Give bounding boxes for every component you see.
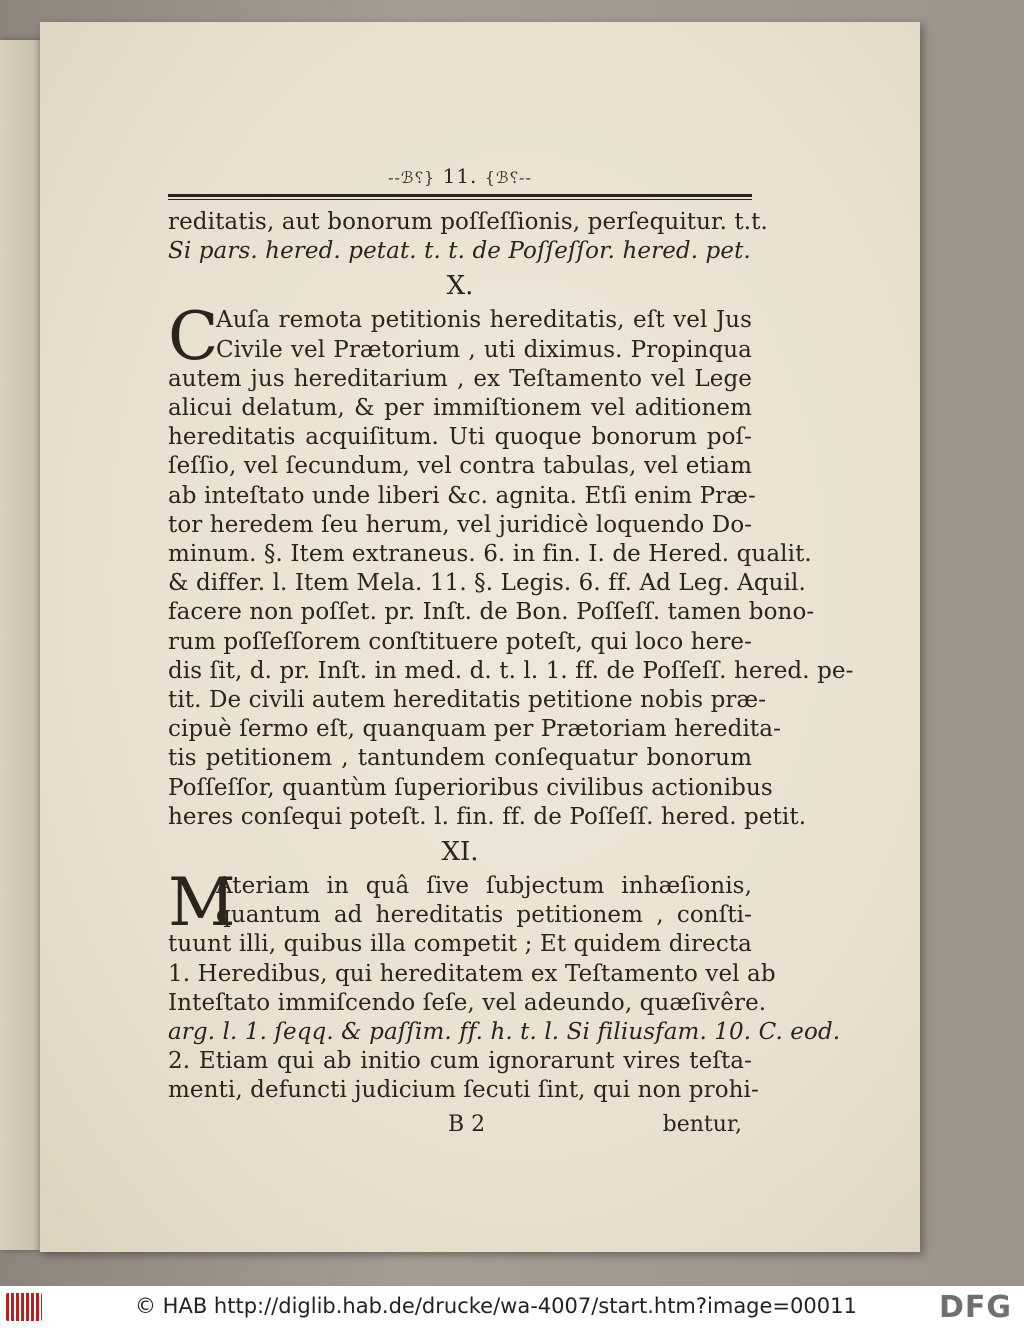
book-page <box>40 22 920 1252</box>
text-line: ab inteſtato unde liberi &c. agnita. Etſi enim Præ- <box>168 482 756 509</box>
text-line: ſeſſio, vel ſecundum, vel contra tabulas, vel etiam <box>168 453 752 480</box>
drop-cap: M <box>168 864 236 942</box>
catchword: bentur, <box>662 1111 742 1137</box>
text-line: heres conſequi poteſt. l. fin. ff. de Poſſeſſ. hered. petit. <box>168 803 807 830</box>
text-line: reditatis, aut bonorum poſſeſſionis, perſequitur. t.t. <box>168 209 768 235</box>
text-line: alicui delatum, & per immiſtionem vel aditionem <box>168 395 752 422</box>
section-title-x: X. <box>446 271 474 302</box>
text-line: tit. De civili autem hereditatis petitione nobis præ- <box>168 687 767 714</box>
text-line: autem jus hereditarium , ex Teſtamento vel Lege <box>168 365 752 392</box>
text-line: facere non poſſet. pr. Inſt. de Bon. Poſſeſſ. tamen bono- <box>168 599 815 626</box>
page-number: 11. <box>442 164 478 188</box>
section-xi-paragraph <box>168 864 841 1106</box>
text-line: quantum ad hereditatis petitionem , conſti- <box>216 902 752 929</box>
header-ornament-right: {ℬ⸮-- <box>484 168 532 187</box>
dfg-logo: DFG <box>938 1290 1012 1325</box>
header-rule <box>168 194 752 200</box>
text-line: Ateriam in quâ ſive ſubjectum inhæſionis, <box>216 873 752 900</box>
text-line: hereditatis acquiſitum. Uti quoque bonorum poſ- <box>168 424 752 451</box>
text-line: 1. Heredibus, qui hereditatem ex Teſtamento vel ab <box>168 960 776 987</box>
text-line: tuunt illi, quibus illa competit ; Et quidem directa <box>168 931 752 958</box>
signature-mark: B 2 <box>448 1111 486 1137</box>
credit-bar <box>0 1286 1024 1328</box>
text-line: Civile vel Prætorium , uti diximus. Propinqua <box>216 336 752 363</box>
section-x-paragraph <box>168 298 854 832</box>
page-footer <box>168 1110 752 1140</box>
section-title-xi: XI. <box>441 837 479 868</box>
text-line: menti, defuncti judicium ſecuti ſint, qui non prohi- <box>168 1077 759 1104</box>
text-line: tor heredem ſeu herum, vel juridicè loquendo Do- <box>168 511 753 538</box>
text-line: & differ. l. Item Mela. 11. §. Legis. 6. ff. Ad Leg. Aquil. <box>168 570 806 597</box>
text-line: 2. Etiam qui ab initio cum ignorarunt vires teſta- <box>168 1048 752 1075</box>
running-header <box>168 162 752 190</box>
text-line: rum poſſeſſorem conſtituere poteſt, qui loco here- <box>168 628 753 655</box>
text-line: Inteſtato immiſcendo ſeſe, vel adeundo, quæſivêre. <box>168 989 767 1016</box>
text-line: minum. §. Item extraneus. 6. in fin. I. de Hered. qualit. <box>168 541 812 568</box>
text-line: Poſſeſſor, quantùm ſuperioribus civilibus actionibus <box>168 774 773 801</box>
text-line: arg. l. 1. ſeqq. & paſſim. ff. h. t. l. Si filiusfam. 10. C. eod. <box>168 1019 841 1046</box>
hab-logo-icon <box>6 1293 42 1321</box>
text-line: Auſa remota petitionis hereditatis, eſt vel Jus <box>216 307 752 334</box>
text-line: tis petitionem , tantundem conſequatur bonorum <box>168 745 752 772</box>
text-line: dis ſit, d. pr. Inſt. in med. d. t. l. 1. ff. de Poſſeſſ. hered. pe- <box>168 657 854 684</box>
text-line: Si pars. hered. petat. t. t. de Poſſeſſor. hered. pet. <box>168 238 751 265</box>
header-ornament-left: --ℬ⸮} <box>388 168 436 187</box>
text-line: cipuè ſermo eſt, quanquam per Prætoriam heredita- <box>168 716 781 743</box>
credit-link[interactable]: © HAB http://diglib.hab.de/drucke/wa-4007/start.htm?image=00011 <box>135 1294 857 1318</box>
page-text-block <box>168 162 854 1140</box>
drop-cap: C <box>168 298 219 376</box>
